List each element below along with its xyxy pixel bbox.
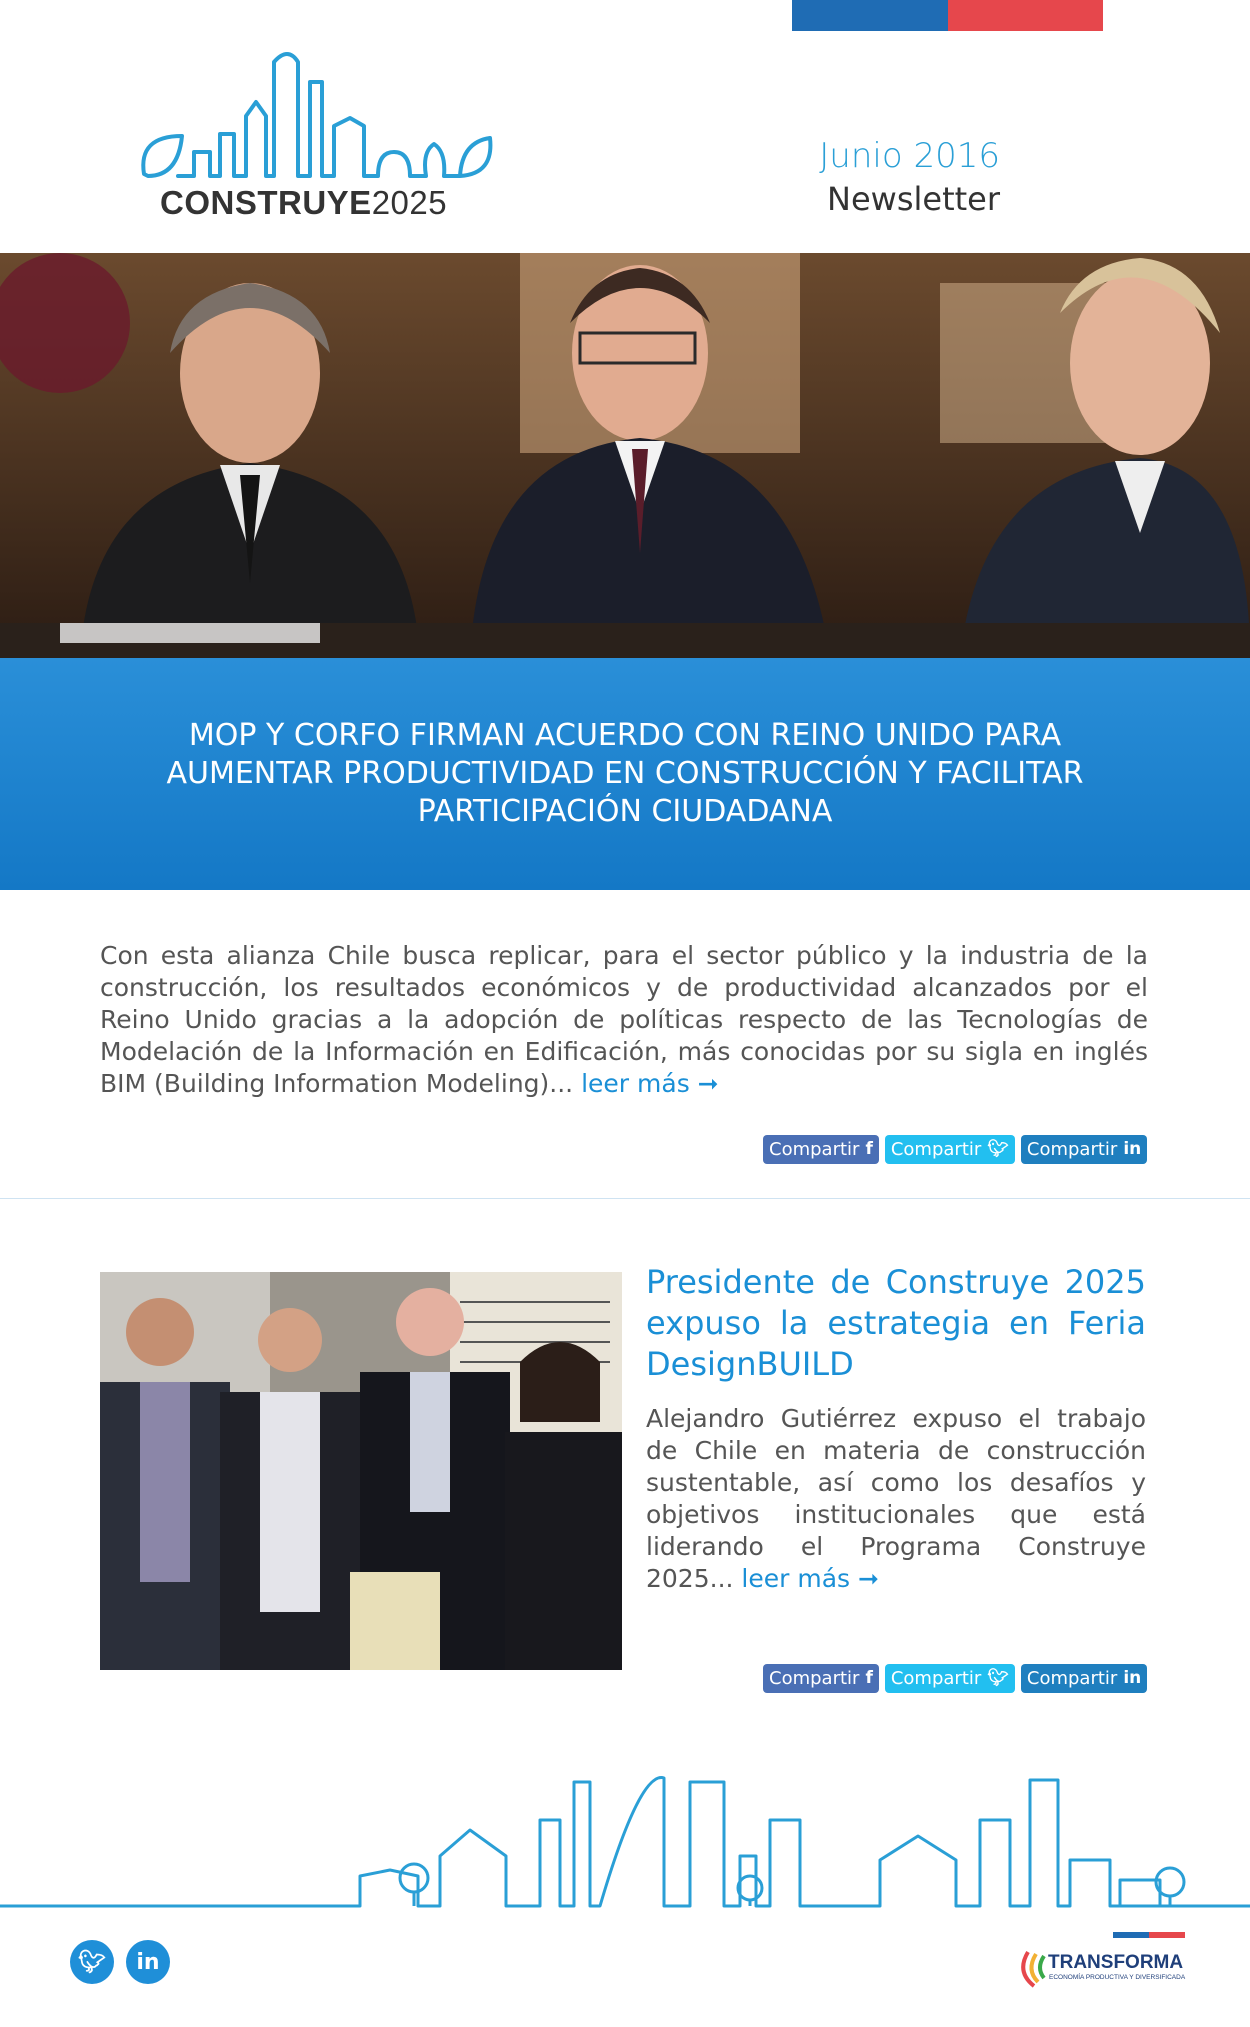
read-more-link[interactable]: leer más ➞ (581, 1069, 719, 1098)
logo-wordmark: CONSTRUYE2025 (160, 184, 448, 221)
article-2 (646, 1262, 1146, 1595)
facebook-icon: f (865, 1139, 873, 1159)
hero-photo-illustration (0, 253, 1250, 658)
issue-date: Junio 2016 (819, 136, 1000, 176)
share-twitter-button[interactable]: Compartir 🐦︎ (885, 1664, 1015, 1693)
hero-photo[interactable] (0, 253, 1250, 658)
share-facebook-button[interactable]: Compartir f (763, 1664, 879, 1693)
headline[interactable]: MOP Y CORFO FIRMAN ACUERDO CON REINO UNIDO PARA AUMENTAR PRODUCTIVIDAD EN CONSTRUCCIÓN Y FACILITAR PARTICIPACIÓN CIUDADANA (166, 718, 1084, 829)
section-divider (0, 1198, 1250, 1199)
social-links (70, 1940, 170, 1984)
article-2-title[interactable]: Presidente de Construye 2025 expuso la estrategia en Feria DesignBUILD (646, 1263, 1146, 1383)
linkedin-icon[interactable]: in (126, 1940, 170, 1984)
issue-label: Newsletter (827, 180, 1000, 218)
article-1-body: Con esta alianza Chile busca replicar, para el sector público y la industria de la construcción, los resultados económicos y de productividad alcanzados por el Reino Unido gracias a la adopción de políticas respecto de las Tecnologías de Modelación de la Información en Edificación, más conocidas por su sigla en inglés BIM (Building Information Modeling)... leer más ➞ (100, 941, 1148, 1098)
share-twitter-button[interactable]: Compartir 🐦︎ (885, 1135, 1015, 1164)
share-facebook-button[interactable]: Compartir f (763, 1135, 879, 1164)
share-linkedin-button[interactable]: Compartir in (1021, 1135, 1147, 1164)
share-bar-1 (763, 1135, 1147, 1164)
footer-skyline (0, 1760, 1250, 1910)
twitter-icon[interactable]: 🐦︎ (70, 1940, 114, 1984)
read-more-link[interactable]: leer más ➞ (741, 1564, 879, 1593)
article-2-photo[interactable] (100, 1272, 622, 1670)
share-bar-2 (763, 1664, 1147, 1693)
twitter-icon: 🐦︎ (987, 1139, 1009, 1159)
facebook-icon: f (865, 1668, 873, 1688)
linkedin-icon: in (1123, 1139, 1142, 1159)
issue-info (819, 136, 1000, 218)
chile-flag-bar (792, 0, 1103, 31)
svg-text:TRANSFORMA: TRANSFORMA (1048, 1952, 1184, 1973)
article-2-body: Alejandro Gutiérrez expuso el trabajo de Chile en materia de construcción sustentable, así como los desafíos y objetivos institucionales que está liderando el Programa Construye 2025... leer más ➞ (646, 1404, 1146, 1593)
svg-text:ECONOMÍA PRODUCTIVA Y DIVERSIF: ECONOMÍA PRODUCTIVA Y DIVERSIFICADA (1049, 1974, 1186, 1981)
headline-banner (0, 658, 1250, 890)
share-linkedin-button[interactable]: Compartir in (1021, 1664, 1147, 1693)
transforma-logo[interactable] (1018, 1932, 1188, 1992)
linkedin-icon: in (1123, 1668, 1142, 1688)
article-2-photo-illustration (100, 1272, 622, 1670)
twitter-icon: 🐦︎ (987, 1668, 1009, 1688)
